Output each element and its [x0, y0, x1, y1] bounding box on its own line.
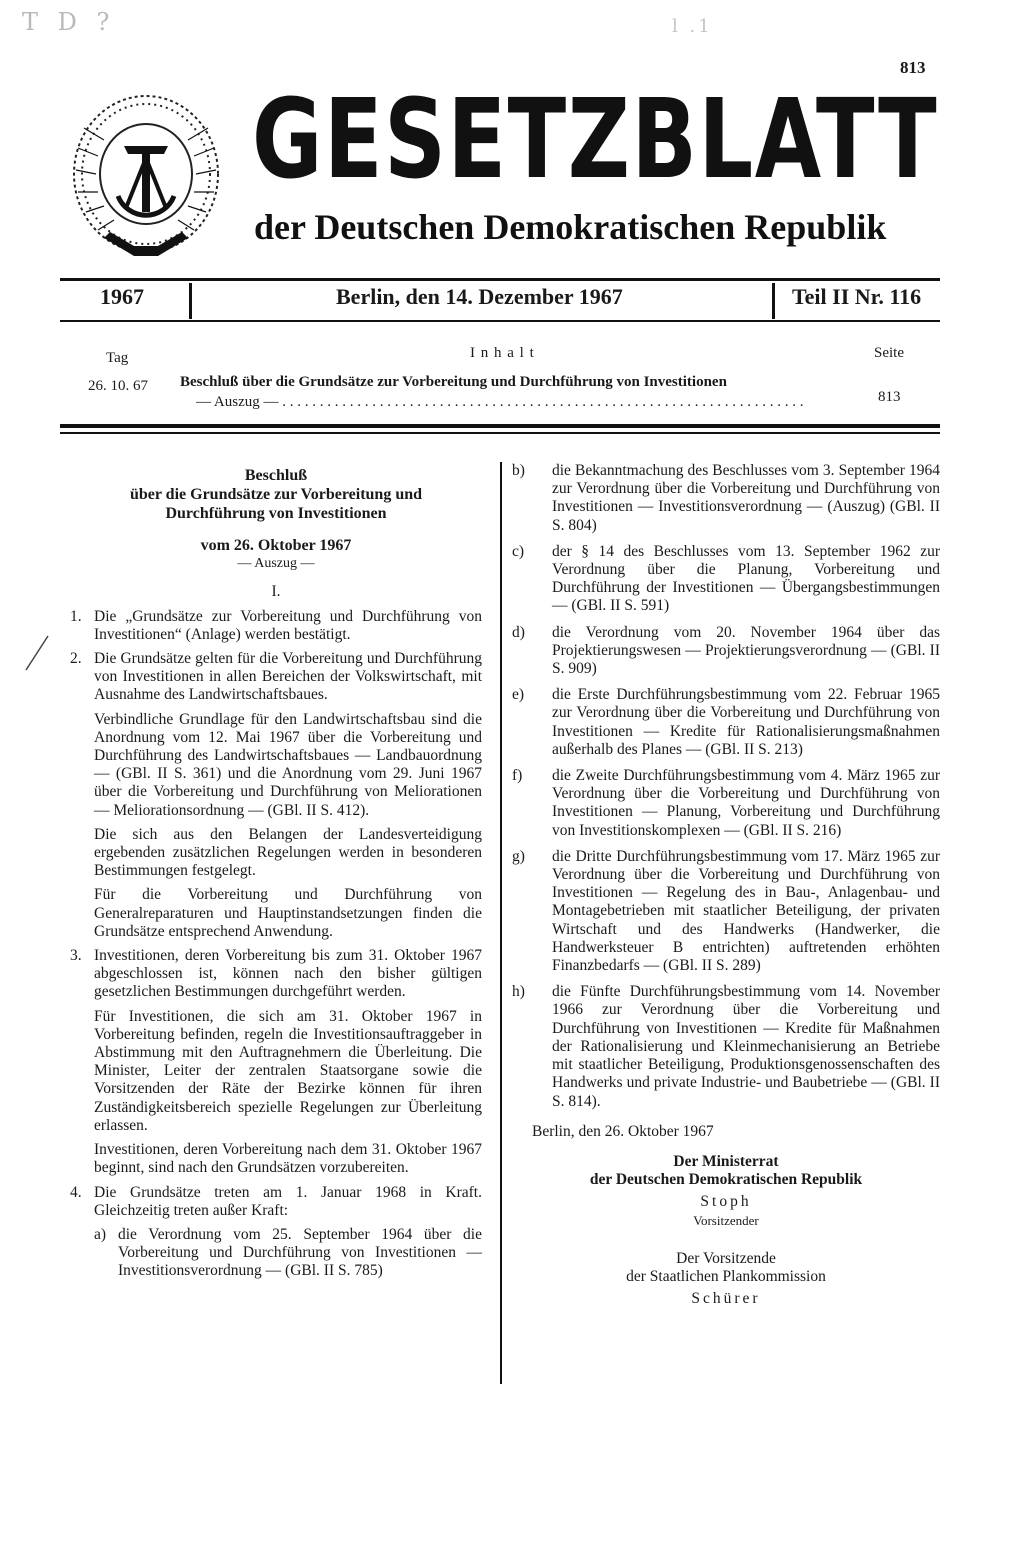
subclause-label: b) [512, 462, 525, 479]
issue-place-date: Berlin, den 14. Dezember 1967 [336, 284, 623, 309]
subclause-label: f) [512, 767, 523, 785]
clause-3 [70, 947, 482, 1177]
signer-2: Schürer [691, 1290, 761, 1308]
right-column [512, 462, 940, 1308]
section-number: I. [271, 583, 281, 601]
issue-year: 1967 [100, 284, 144, 309]
issue-bar-divider-1 [189, 283, 192, 319]
subclause-text: die Erste Durchführungsbestimmung vom 22. Februar 1965 zur Verordnung über die Vorbereitung und Durchführung von Investitionen — Kredite für Rationalisierungsmaßnahmen außerhalb des Planes — (GBl. II S. 213) [552, 686, 940, 758]
signer-1-role: Vorsitzender [693, 1212, 759, 1228]
clause-paragraph: Die Grundsätze gelten für die Vorbereitung und Durchführung von Investitionen in allen Bereichen der Volkswirtschaft, mit Ausnahme des Landwirtschaftsbaues. [94, 650, 482, 704]
signoff-body-1: Der Ministerrat [673, 1152, 779, 1170]
column-divider [500, 462, 502, 1384]
toc-day-label: Tag [106, 350, 129, 366]
decree-title-line-3: Durchführung von Investitionen [165, 505, 387, 522]
subclause-h [512, 983, 940, 1110]
toc-rule-2 [60, 432, 940, 434]
decree-title-line-1: Beschluß [244, 467, 308, 484]
issue-bar-rule-top [60, 278, 940, 281]
state-emblem [64, 88, 228, 266]
masthead-subtitle: der Deutschen Demokratischen Republik [254, 207, 887, 247]
clause-1 [70, 608, 482, 644]
handwritten-note: T D ? [22, 8, 116, 36]
clause-paragraph: Für die Vorbereitung und Durchführung von Generalreparaturen und Hauptinstandsetzungen finden die Grundsätze entsprechend Anwendung. [94, 886, 482, 940]
clause-paragraph: Die sich aus den Belangen der Landesverteidigung ergebenden zusätzlichen Regelungen werden in besonderen Bestimmungen festgelegt. [94, 825, 482, 880]
role-2-line-2: der Staatlichen Plankommission [626, 1267, 826, 1285]
clause-paragraph: Die „Grundsätze zur Vorbereitung und Durchführung von Investitionen“ (Anlage) werden bestätigt. [94, 607, 482, 643]
clause-number: 3. [70, 947, 82, 965]
issue-bar-divider-2 [772, 283, 775, 319]
subclause-e [512, 686, 940, 759]
signoff-place-date: Berlin, den 26. Oktober 1967 [532, 1122, 714, 1140]
toc-content-label: I n h a l t [470, 345, 535, 361]
decree-date: vom 26. Oktober 1967 [200, 537, 352, 554]
clause-paragraph: Die Grundsätze treten am 1. Januar 1968 in Kraft. Gleichzeitig treten außer Kraft: [94, 1183, 482, 1219]
clause-paragraph: Verbindliche Grundlage für den Landwirtschaftsbau sind die Anordnung vom 12. Mai 1967 über die Vorbereitung und Durchführung des Landwirtschaftsbaues — Landbauordnung — (GBl. II S. 361) und die Anordnung vom 29. Juni 1967 über die Vorbereitung und Durchführung von Meliorationen — Meliorationsordnung — (GBl. II S. 412). [94, 710, 482, 819]
subclause-text: der § 14 des Beschlusses vom 13. September 1962 zur Verordnung über die Planung, Vorbereitung und Durchführung der Investitionen — Übergangsbestimmungen — (GBl. II S. 591) [552, 542, 940, 615]
subclause-text: die Dritte Durchführungsbestimmung vom 17. März 1965 zur Verordnung über die Vorbereitung und Durchführung von Investitionen — Regelung des in Bau-, Anlagenbau- und Montagebetrieben mit staatlicher Beteiligung, der privaten Wirtschaft und des Handwerks (Handwerker, die Handwerksteuer B entrichten) auftretenden erhöhten Finanzbedarfs — (GBl. II S. 289) [552, 847, 940, 975]
issue-part-number: Teil II Nr. 116 [792, 284, 922, 309]
clause-2 [70, 650, 482, 941]
clause-paragraph: Für Investitionen, die sich am 31. Oktober 1967 in Vorbereitung befinden, regeln die Investitionsauftraggeber in Abstimmung mit den Auftragnehmern die Überleitung. Die Minister, Leiter der zentralen Staatsorgane sowie die Vorsitzenden der Räte der Bezirke können für ihren Zuständigkeitsbereich spezielle Regelungen zur Überleitung erlassen. [94, 1007, 482, 1134]
subclause-label: d) [512, 623, 525, 641]
handwritten-note-2: l .1 [672, 16, 713, 37]
toc-entry-date: 26. 10. 67 [88, 378, 148, 394]
subclause-g [512, 848, 940, 975]
subclause-d [512, 624, 940, 679]
role-2-line-1: Der Vorsitzende [676, 1249, 776, 1267]
toc-entry-title: Beschluß über die Grundsätze zur Vorbereitung und Durchführung von Investitionen [180, 374, 727, 390]
toc-entry-page: 813 [878, 389, 901, 405]
subclause-text: die Bekanntmachung des Beschlusses vom 3. September 1964 zur Verordnung über die Vorbereitung und Durchführung von Investitionen — Investitionsverordnung — (Auszug) (GBl. II S. 804) [552, 462, 940, 534]
decree-title [70, 466, 482, 523]
toc-rule-1 [60, 424, 940, 428]
clause-number: 2. [70, 650, 82, 668]
subclause-text: die Verordnung vom 20. November 1964 über das Projektierungswesen — Projektierungsverordnung — (GBl. II S. 909) [552, 623, 940, 678]
toc-entry-sub: — Auszug — . . . . . . . . . . . . . . . . . . . . . . . . . . . . . . . . . . . . . . . . . . . . . . . . . . . . . . . . . . . . . . . . . . . . . . [196, 394, 804, 410]
clause-paragraph: Investitionen, deren Vorbereitung nach dem 31. Oktober 1967 beginnt, sind nach den Grundsätzen vorzubereiten. [94, 1141, 482, 1177]
subclause-text: die Verordnung vom 25. September 1964 über die Vorbereitung und Durchführung von Investitionen — Investitionsverordnung — (GBl. II S. 785) [118, 1225, 482, 1280]
signer-1: Stoph [700, 1193, 752, 1211]
subclause-f [512, 767, 940, 840]
masthead-title: GESETZBLATT [252, 75, 939, 203]
subclause-c [512, 543, 940, 616]
clause-number: 1. [70, 607, 82, 625]
clause-paragraph: Investitionen, deren Vorbereitung bis zum 31. Oktober 1967 abgeschlossen ist, können nach den bisher gültigen gesetzlichen Bestimmungen durchgeführt werden. [94, 947, 482, 1001]
subclause-label: g) [512, 847, 525, 865]
subclause-label: a) [94, 1225, 107, 1243]
margin-pencil-mark [22, 634, 52, 674]
subclause-text: die Fünfte Durchführungsbestimmung vom 14. November 1966 zur Verordnung über die Vorbereitung und Durchführung von Investitionen — Kredite für Maßnahmen der Rationalisierung und Kleinmechanisierung an Betriebe mit staatlicher Beteiligung, Produktionsgenossenschaften des Handwerks und private Industrie- und Baubetriebe — (GBl. II S. 814). [552, 983, 940, 1110]
decree-excerpt: — Auszug — [237, 556, 315, 572]
subclause-b [512, 462, 940, 535]
toc-page-label: Seite [874, 345, 904, 361]
left-column [70, 466, 482, 1281]
decree-title-line-2: über die Grundsätze zur Vorbereitung und [129, 486, 423, 503]
clause-4 [70, 1184, 482, 1281]
subclause-text: die Zweite Durchführungsbestimmung vom 4. März 1965 zur Verordnung über die Vorbereitung und Durchführung von Investitionen — Planung, Vorbereitung und Durchführung von Investitionskomplexen — (GBl. II S. 216) [552, 767, 940, 839]
issue-bar-rule-bottom [60, 320, 940, 322]
subclause-label: h) [512, 983, 525, 1001]
subclause-label: e) [512, 686, 525, 704]
clause-number: 4. [70, 1183, 82, 1201]
subclause-label: c) [512, 542, 525, 560]
subclause-a [94, 1226, 482, 1281]
signoff-body-2: der Deutschen Demokratischen Republik [589, 1171, 863, 1189]
page-number: 813 [900, 58, 926, 77]
